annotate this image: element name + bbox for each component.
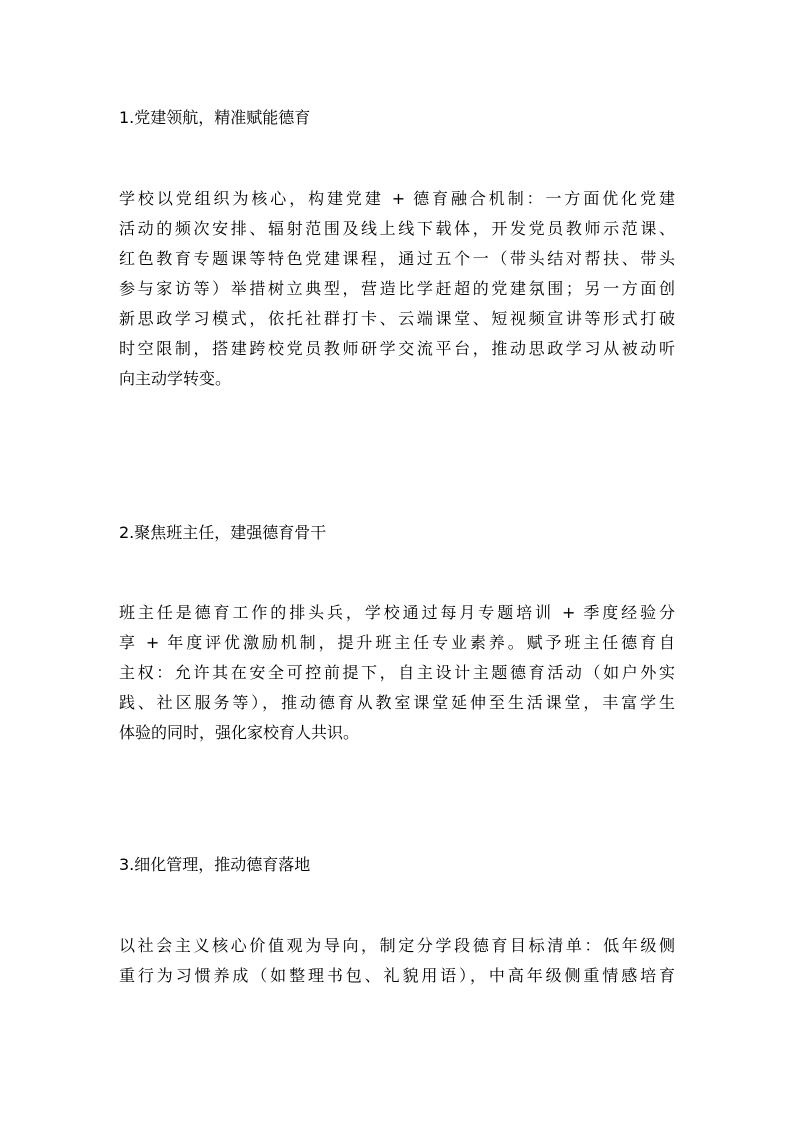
paragraph-line: 体验的同时，强化家校育人共识。 [119, 723, 360, 742]
paragraph-line: 主权：允许其在安全可控前提下，自主设计主题德育活动（如户外实 [119, 663, 675, 682]
paragraph-line: 班主任是德育工作的排头兵，学校通过每月专题培训 + 季度经验分 [119, 603, 675, 622]
paragraph-line: 向主动学转变。 [119, 369, 232, 388]
paragraph-line: 红色教育专题课等特色党建课程，通过五个一（带头结对帮扶、带头 [119, 249, 675, 268]
section-2-heading: 2.聚焦班主任，建强德育骨干 [119, 523, 327, 542]
paragraph-line: 参与家访等）举措树立典型，营造比学赶超的党建氛围；另一方面创 [119, 279, 675, 298]
paragraph-line: 享 + 年度评优激励机制，提升班主任专业素养。赋予班主任德育自 [119, 633, 675, 652]
paragraph-line: 新思政学习模式，依托社群打卡、云端课堂、短视频宣讲等形式打破 [119, 309, 675, 328]
paragraph-line: 践、社区服务等），推动德育从教室课堂延伸至生活课堂，丰富学生 [119, 693, 675, 712]
section-2-paragraph [119, 598, 675, 748]
section-1-paragraph [119, 184, 675, 394]
section-3-paragraph [119, 931, 675, 991]
paragraph-line: 以社会主义核心价值观为导向，制定分学段德育目标清单：低年级侧 [119, 936, 675, 955]
paragraph-line: 时空限制，搭建跨校党员教师研学交流平台，推动思政学习从被动听 [119, 339, 675, 358]
paragraph-line: 活动的频次安排、辐射范围及线上线下载体，开发党员教师示范课、 [119, 219, 675, 238]
section-3-heading: 3.细化管理，推动德育落地 [119, 855, 311, 874]
paragraph-line: 重行为习惯养成（如整理书包、礼貌用语），中高年级侧重情感培育 [119, 966, 675, 985]
section-1-heading: 1.党建领航，精准赋能德育 [119, 108, 311, 127]
paragraph-line: 学校以党组织为核心，构建党建 + 德育融合机制：一方面优化党建 [119, 189, 675, 208]
